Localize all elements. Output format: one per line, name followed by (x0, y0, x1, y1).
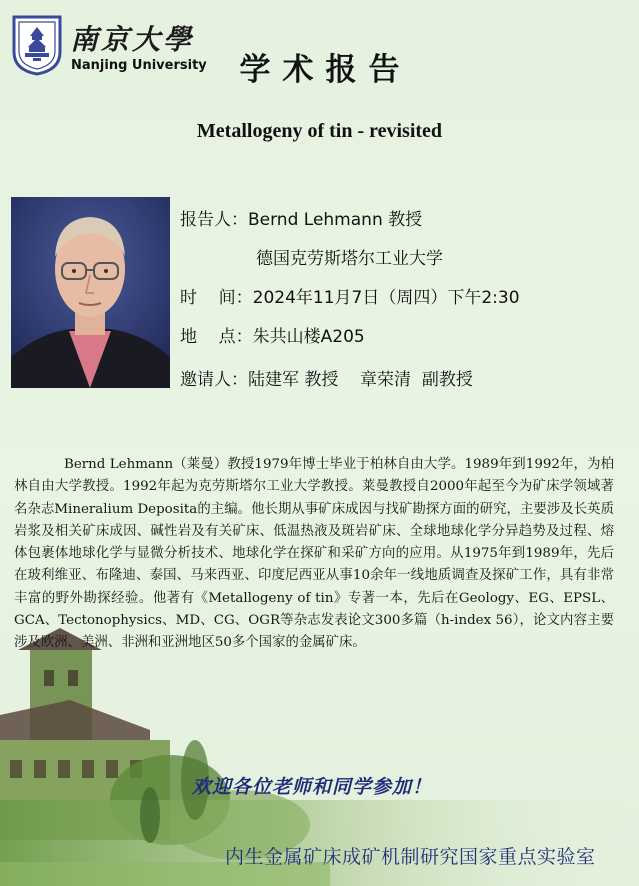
inviter-line (180, 365, 473, 390)
speaker-biography: Bernd Lehmann（莱曼）教授1979年博士毕业于柏林自由大学。1989年到1992年，为柏林自由大学教授。1992年起为克劳斯塔尔工业大学教授。莱曼教授自2000年起至今为矿床学领域著名杂志Mineralium Deposita的主编。他长期从事矿床成因与找矿勘探方面的研究，主要涉及长英质岩浆及相关矿床成因、碱性岩及有关矿床、低温热液及斑岩矿床、全球地球化学分异趋势及过程、熔体包裹体地球化学与显微分析技术、地球化学在探矿和采矿方向的应用。从1975年到1989年，先后在玻利维亚、布隆迪、泰国、马来西亚、印度尼西亚从事10余年一线地质调查及探矿工作，具有非常丰富的野外勘探经验。他著有《Metallogeny of tin》专著一本，先后在Geology、EG、EPSL、GCA、Tectonophysics、MD、CG、OGR等杂志发表论文300多篇（h-index 56），论文内容主要涉及欧洲、美洲、非洲和亚洲地区50多个国家的金属矿床。 (14, 457, 614, 651)
talk-time: 2024年11月7日（周四）下午2:30 (252, 288, 520, 308)
document-title: 学术报告 (239, 52, 412, 88)
speaker-name: Bernd Lehmann 教授 (248, 210, 423, 230)
talk-place: 朱共山楼A205 (252, 327, 365, 347)
place-line (180, 322, 365, 347)
speaker-affiliation: 德国克劳斯塔尔工业大学 (256, 249, 443, 269)
speaker-portrait-image (11, 197, 170, 388)
lab-name: 内生金属矿床成矿机制研究国家重点实验室 (225, 846, 596, 868)
welcome-message: 欢迎各位老师和同学参加！ (192, 776, 433, 798)
inviter-label: 邀请人： (180, 370, 248, 390)
speaker-label: 报告人： (180, 210, 248, 230)
speaker-photo (11, 197, 170, 388)
time-line (180, 283, 520, 308)
inviter-names: 陆建军 教授 章荣清 副教授 (248, 370, 473, 390)
talk-title: Metallogeny of tin - revisited (196, 120, 443, 142)
place-label: 地 点： (180, 327, 253, 347)
university-name-en: Nanjing University (71, 58, 207, 73)
speaker-line (180, 205, 422, 230)
affiliation-line (256, 244, 443, 269)
university-name-cn: 南京大學 (70, 23, 195, 56)
time-label: 时 间： (180, 288, 253, 308)
